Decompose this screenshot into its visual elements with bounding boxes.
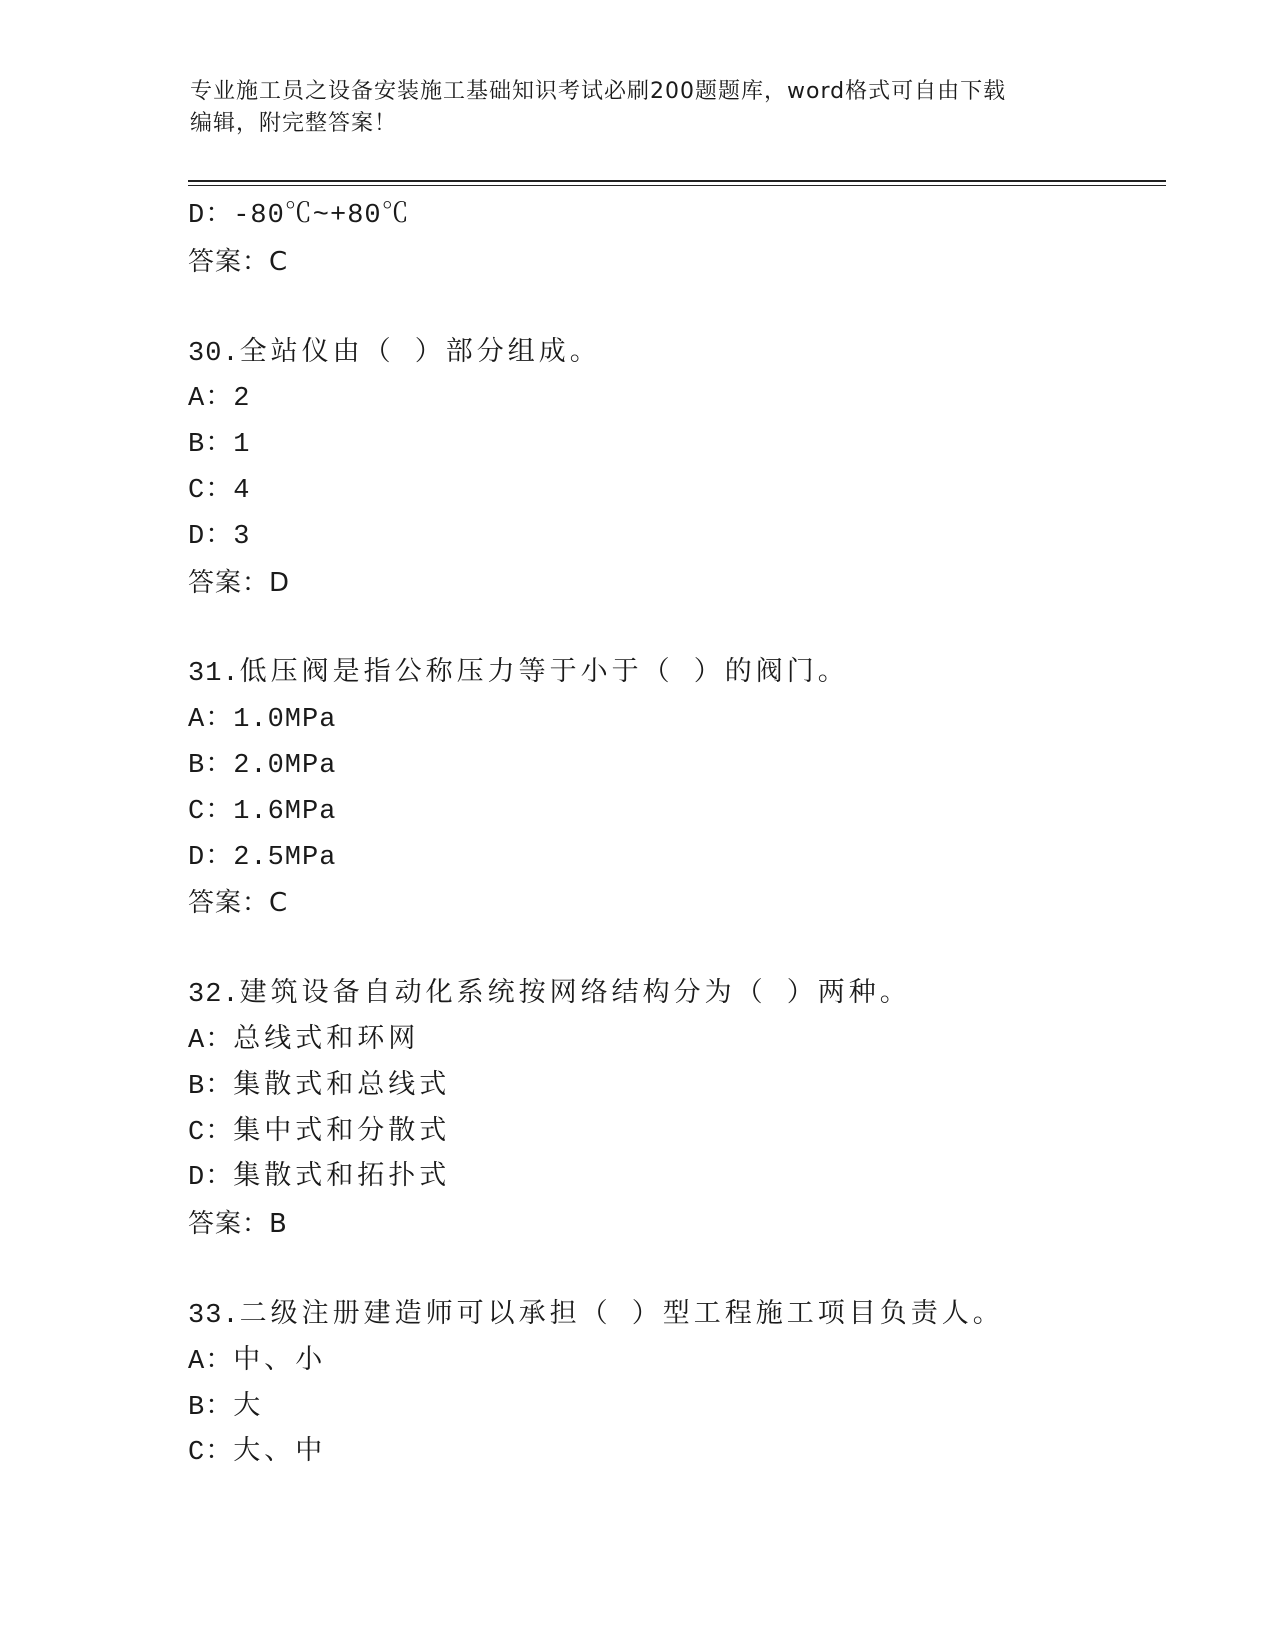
answer-label: 答案：	[188, 888, 270, 919]
option-text: 1.6MPa	[233, 796, 337, 827]
option-b	[188, 425, 1168, 471]
question-33	[188, 1296, 1168, 1479]
option-label: A：	[188, 1346, 234, 1377]
question-number: 31.	[188, 659, 240, 690]
option-text: 4	[233, 475, 254, 506]
option-label: B：	[188, 430, 234, 461]
answer-label: 答案：	[188, 246, 270, 277]
question-stem	[188, 654, 1168, 700]
header-divider-thin	[188, 185, 1166, 186]
option-label: C：	[188, 796, 234, 827]
question-stem	[188, 975, 1168, 1021]
option-label: C：	[188, 1117, 234, 1148]
option-label: D：	[188, 521, 234, 552]
option-c	[188, 1433, 1168, 1479]
option-label: A：	[188, 705, 234, 736]
answer-label: 答案：	[188, 567, 270, 598]
option-d	[188, 838, 1168, 884]
option-label: C：	[188, 1438, 234, 1469]
option-b	[188, 1388, 1168, 1434]
option-text: 大、中	[233, 1438, 327, 1469]
option-a	[188, 1342, 1168, 1388]
option-a	[188, 1021, 1168, 1067]
answer-line	[188, 1204, 1168, 1250]
option-d	[188, 196, 1168, 242]
question-text: 低压阀是指公称压力等于小于（ ）的阀门。	[239, 659, 849, 690]
option-c	[188, 471, 1168, 517]
option-b	[188, 746, 1168, 792]
question-30	[188, 334, 1168, 609]
option-d	[188, 1158, 1168, 1204]
answer-line	[188, 563, 1168, 609]
question-list	[188, 196, 1168, 1479]
option-text: 1	[233, 430, 254, 461]
option-text: 中、小	[233, 1346, 327, 1377]
answer-line	[188, 242, 1168, 288]
option-text: 集散式和拓扑式	[233, 1163, 451, 1194]
option-text: 3	[233, 521, 254, 552]
header-divider-thick	[188, 180, 1166, 182]
option-text: 集中式和分散式	[233, 1117, 451, 1148]
option-label: B：	[188, 1392, 234, 1423]
answer-value: D	[269, 567, 291, 598]
answer-value: C	[269, 246, 289, 277]
question-stem	[188, 1296, 1168, 1342]
answer-line	[188, 883, 1168, 929]
option-text: 2.0MPa	[233, 750, 337, 781]
question-number: 33.	[188, 1300, 240, 1331]
option-a	[188, 700, 1168, 746]
header-title-line-1: 专业施工员之设备安装施工基础知识考试必刷200题题库，word格式可自由下载	[190, 79, 1007, 104]
header-title-line-2: 编辑，附完整答案！	[190, 111, 398, 136]
question-32	[188, 975, 1168, 1250]
option-label: D：	[188, 842, 234, 873]
option-text: -80℃~+80℃	[233, 201, 410, 231]
question-31	[188, 654, 1168, 929]
option-text: 总线式和环网	[233, 1025, 420, 1056]
option-c	[188, 792, 1168, 838]
document-header	[190, 76, 1090, 140]
option-a	[188, 379, 1168, 425]
question-number: 32.	[188, 980, 240, 1011]
question-text: 二级注册建造师可以承担（ ）型工程施工项目负责人。	[239, 1300, 1004, 1331]
option-label: A：	[188, 384, 234, 415]
option-label: B：	[188, 1071, 234, 1102]
option-text: 大	[233, 1392, 265, 1423]
answer-label: 答案：	[188, 1209, 270, 1240]
option-text: 2	[233, 384, 254, 415]
question-stem	[188, 334, 1168, 380]
option-label: D：	[188, 201, 234, 231]
option-c	[188, 1113, 1168, 1159]
option-text: 集散式和总线式	[233, 1071, 451, 1102]
question-number: 30.	[188, 338, 240, 369]
option-text: 2.5MPa	[233, 842, 337, 873]
question-text: 建筑设备自动化系统按网络结构分为（ ）两种。	[239, 980, 911, 1011]
answer-value: B	[269, 1209, 288, 1240]
answer-value: C	[269, 888, 289, 919]
option-text: 1.0MPa	[233, 705, 337, 736]
question-text: 全站仪由（ ）部分组成。	[239, 338, 601, 369]
option-label: B：	[188, 750, 234, 781]
option-label: A：	[188, 1025, 234, 1056]
option-label: D：	[188, 1163, 234, 1194]
option-b	[188, 1067, 1168, 1113]
option-label: C：	[188, 475, 234, 506]
option-d	[188, 517, 1168, 563]
